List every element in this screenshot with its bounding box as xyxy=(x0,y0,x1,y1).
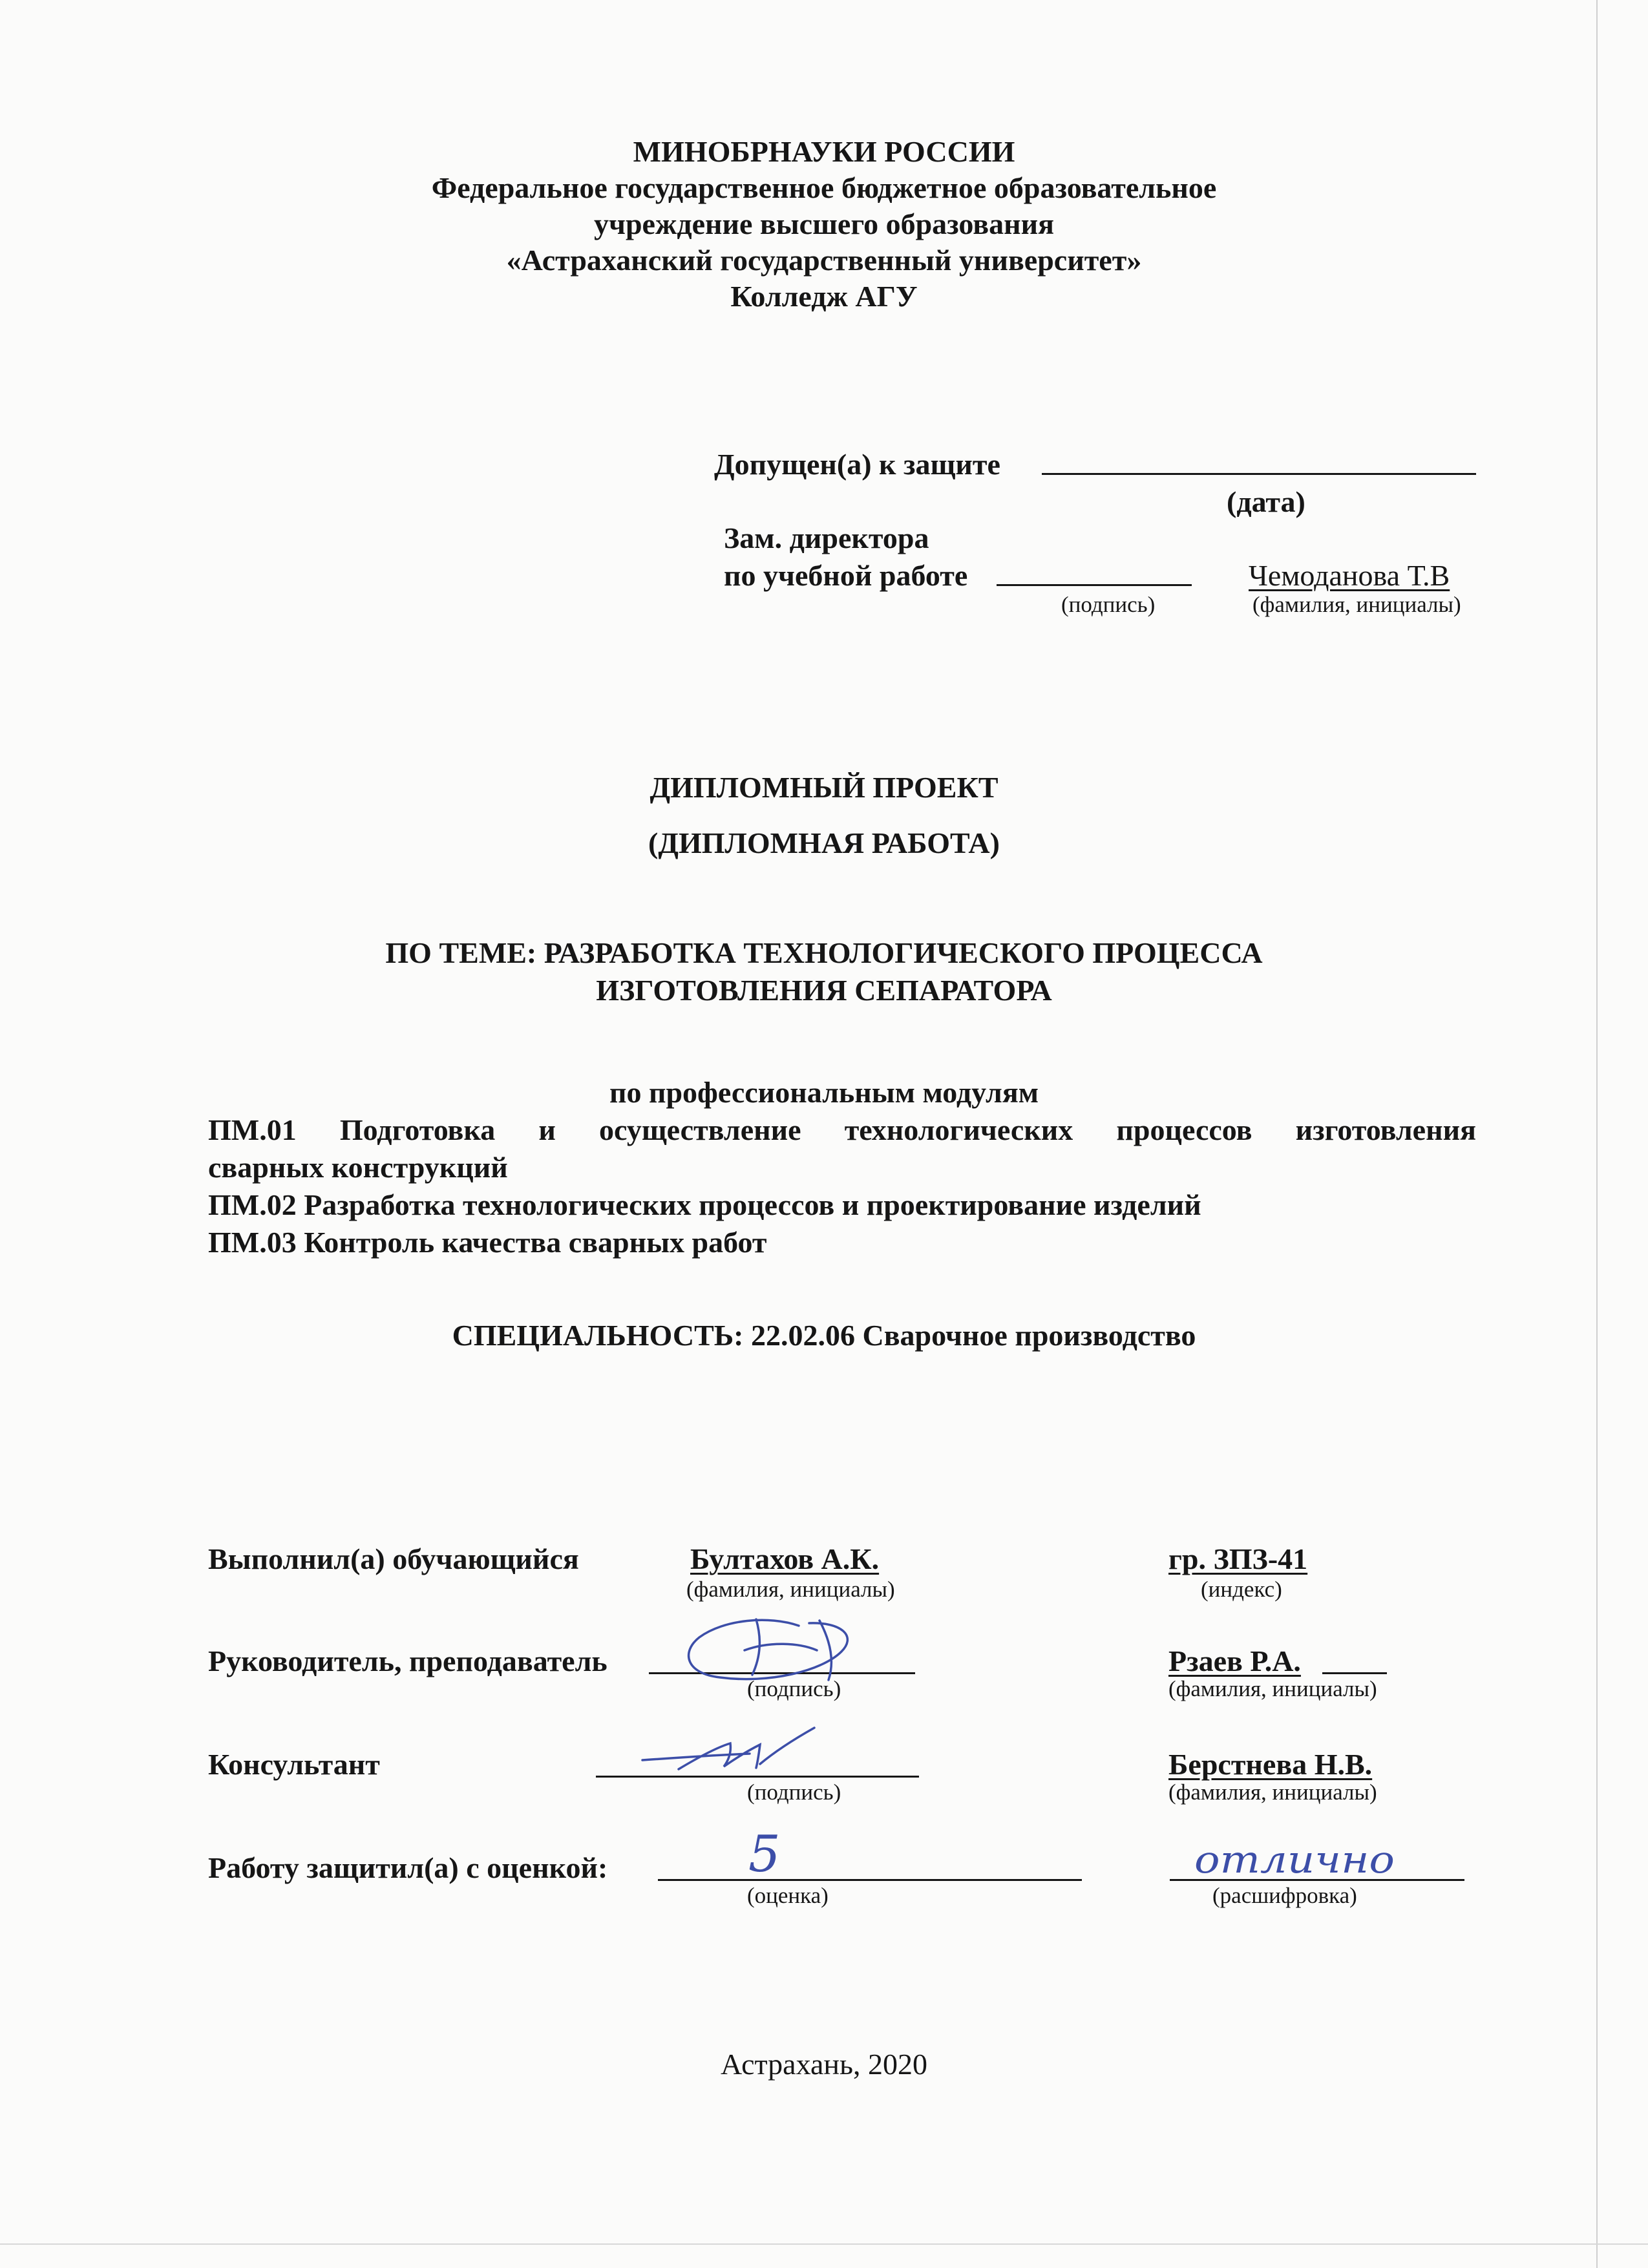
organization-line-1: Федеральное государственное бюджетное образовательное xyxy=(431,171,1217,204)
document-title: ДИПЛОМНЫЙ ПРОЕКТ xyxy=(650,771,998,804)
deputy-signature-line xyxy=(997,584,1192,586)
consultant-handwritten-signature xyxy=(640,1724,834,1789)
topic-line-1: ПО ТЕМЕ: РАЗРАБОТКА ТЕХНОЛОГИЧЕСКОГО ПРОЦЕССА xyxy=(385,936,1263,969)
date-caption: (дата) xyxy=(1227,485,1305,518)
module-pm01-line-2: сварных конструкций xyxy=(208,1151,508,1184)
student-group: гр. ЗПЗ-41 xyxy=(1168,1542,1308,1575)
topic-line-2: ИЗГОТОВЛЕНИЯ СЕПАРАТОРА xyxy=(596,974,1052,1007)
consultant-signature-caption: (подпись) xyxy=(747,1780,841,1805)
city-year: Астрахань, 2020 xyxy=(721,2048,927,2081)
student-name: Бултахов А.К. xyxy=(690,1542,880,1575)
module-pm01-line-1: ПМ.01 Подготовка и осуществление технологических процессов изготовления xyxy=(208,1113,1476,1146)
grade-caption: (оценка) xyxy=(747,1883,829,1908)
decoding-caption: (расшифровка) xyxy=(1212,1883,1357,1908)
grade-handwritten xyxy=(739,1826,817,1884)
consultant-label: Консультант xyxy=(208,1748,380,1781)
supervisor-label: Руководитель, преподаватель xyxy=(208,1644,607,1677)
scan-edge-bottom xyxy=(0,2243,1648,2245)
student-group-caption: (индекс) xyxy=(1201,1577,1282,1602)
consultant-name-caption: (фамилия, инициалы) xyxy=(1168,1780,1377,1805)
ministry-line: МИНОБРНАУКИ РОССИИ xyxy=(633,135,1015,168)
university-name: «Астраханский государственный университет» xyxy=(506,244,1142,277)
organization-line-2: учреждение высшего образования xyxy=(594,207,1054,240)
document-subtitle: (ДИПЛОМНАЯ РАБОТА) xyxy=(648,826,1000,859)
student-label: Выполнил(а) обучающийся xyxy=(208,1542,579,1575)
admitted-to-defense-label: Допущен(а) к защите xyxy=(714,448,1000,481)
supervisor-name: Рзаев Р.А. xyxy=(1168,1644,1301,1677)
modules-heading: по профессиональным модулям xyxy=(609,1076,1039,1109)
specialty-line: СПЕЦИАЛЬНОСТЬ: 22.02.06 Сварочное производство xyxy=(452,1319,1196,1352)
deputy-director-label: Зам. директора xyxy=(724,521,929,554)
grade-handwritten-value: 5 xyxy=(748,1826,781,1884)
decoding-handwritten xyxy=(1190,1839,1404,1884)
date-line xyxy=(1042,473,1476,475)
deputy-name: Чемоданова Т.В xyxy=(1249,559,1450,592)
supervisor-signature-caption: (подпись) xyxy=(747,1676,841,1701)
deputy-signature-caption: (подпись) xyxy=(1061,592,1156,617)
grade-line xyxy=(658,1879,1082,1881)
consultant-name: Берстнева Н.В. xyxy=(1168,1748,1373,1781)
decoding-handwritten-value: отлично xyxy=(1194,1839,1395,1882)
deputy-academic-label: по учебной работе xyxy=(724,559,968,592)
deputy-name-caption: (фамилия, инициалы) xyxy=(1252,592,1461,617)
supervisor-name-caption: (фамилия, инициалы) xyxy=(1168,1676,1377,1701)
supervisor-name-line-tail xyxy=(1322,1672,1387,1674)
module-pm02: ПМ.02 Разработка технологических процессов и проектирование изделий xyxy=(208,1188,1201,1221)
scan-edge-right xyxy=(1596,0,1598,2268)
student-name-caption: (фамилия, инициалы) xyxy=(686,1577,895,1602)
defended-with-grade-label: Работу защитил(а) с оценкой: xyxy=(208,1851,608,1884)
module-pm03: ПМ.03 Контроль качества сварных работ xyxy=(208,1226,767,1259)
college-name: Колледж АГУ xyxy=(730,280,918,313)
